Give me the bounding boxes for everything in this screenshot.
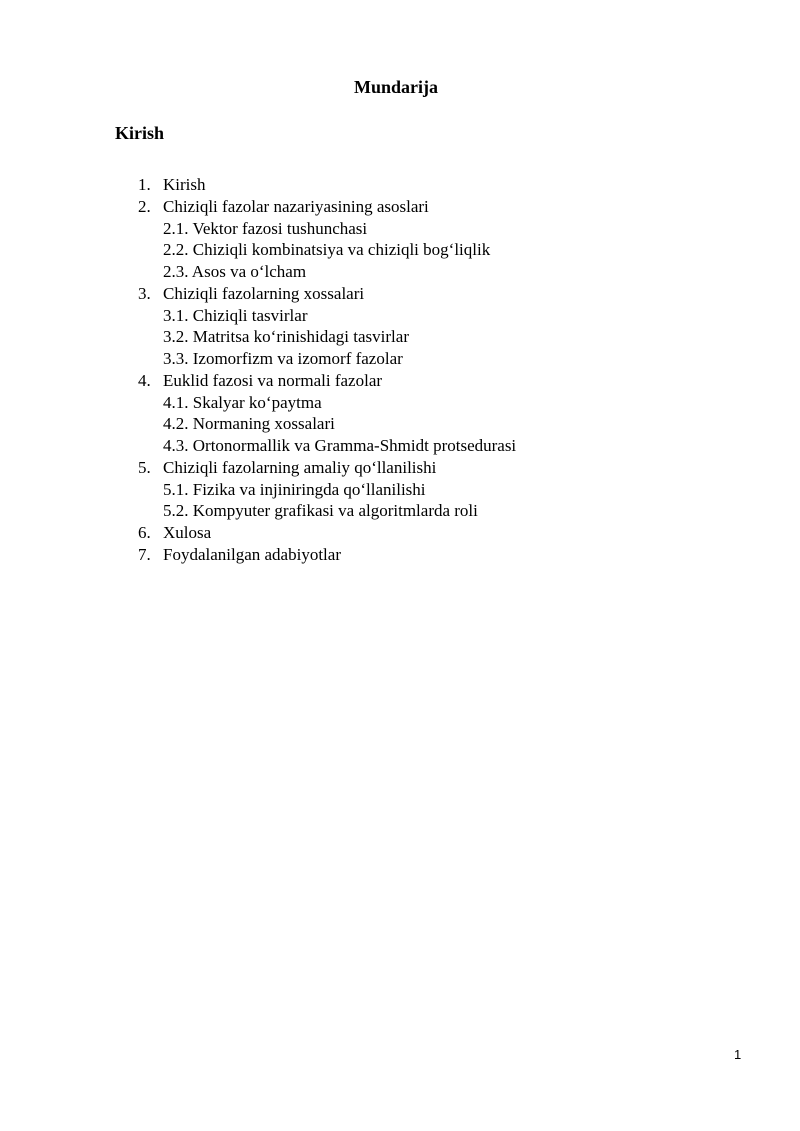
section-heading: Kirish (115, 123, 165, 143)
toc-subitem (0, 239, 700, 261)
toc-item (0, 174, 700, 196)
toc-subitem (0, 261, 700, 283)
toc-item-text: Foydalanilgan adabiyotlar (163, 544, 341, 564)
toc-subitem-text: 3.3. Izomorfizm va izomorf fazolar (163, 349, 403, 368)
toc-subitem (0, 500, 700, 522)
toc-subitem-text: 3.2. Matritsa ko‘rinishidagi tasvirlar (163, 327, 409, 347)
toc-subitem-text: 4.3. Ortonormallik va Gramma-Shmidt protsedurasi (163, 436, 517, 455)
toc-item (0, 544, 700, 566)
toc-item (0, 457, 700, 479)
toc-item-number: 1. (138, 175, 151, 194)
toc-subitem-text: 5.1. Fizika va injiniringda qo‘llanilishi (163, 479, 426, 499)
toc-subitem-text: 2.1. Vektor fazosi tushunchasi (163, 218, 368, 238)
toc-item-number: 4. (138, 370, 151, 390)
toc-subitem (0, 435, 700, 457)
toc-item-text: Chiziqli fazolar nazariyasining asoslari (163, 196, 429, 216)
toc-item (0, 370, 700, 392)
toc-subitem (0, 413, 700, 435)
toc-subitem (0, 348, 700, 370)
toc-item-text: Chiziqli fazolarning amaliy qo‘llanilishi (163, 457, 437, 477)
toc-subitem-text: 4.1. Skalyar ko‘paytma (163, 392, 322, 412)
toc-subitem (0, 326, 700, 348)
toc-subitem (0, 218, 700, 240)
toc-item-number: 7. (138, 544, 151, 564)
toc-item (0, 283, 700, 305)
toc-item-text: Kirish (163, 175, 206, 194)
toc-item-text: Xulosa (163, 523, 212, 542)
toc-item-text: Chiziqli fazolarning xossalari (163, 283, 365, 303)
toc-item-text: Euklid fazosi va normali fazolar (163, 370, 383, 390)
toc-item-number: 2. (138, 196, 151, 216)
toc-subitem-text: 3.1. Chiziqli tasvirlar (163, 305, 308, 325)
toc-subitem (0, 479, 700, 501)
toc-item-number: 6. (138, 523, 151, 542)
toc-item-number: 3. (138, 283, 151, 303)
toc-item (0, 196, 700, 218)
toc-item-number: 5. (138, 457, 151, 477)
toc-subitem-text: 5.2. Kompyuter grafikasi va algoritmlarda roli (163, 501, 478, 521)
page-number: 1 (734, 1047, 742, 1062)
table-of-contents (0, 174, 700, 566)
toc-subitem-text: 2.2. Chiziqli kombinatsiya va chiziqli bog‘liqlik (163, 240, 491, 260)
toc-item (0, 522, 700, 544)
toc-subitem (0, 392, 700, 414)
toc-subitem (0, 305, 700, 327)
page-title: Mundarija (353, 77, 438, 97)
toc-subitem-text: 2.3. Asos va o‘lcham (163, 262, 307, 281)
toc-subitem-text: 4.2. Normaning xossalari (163, 414, 335, 434)
